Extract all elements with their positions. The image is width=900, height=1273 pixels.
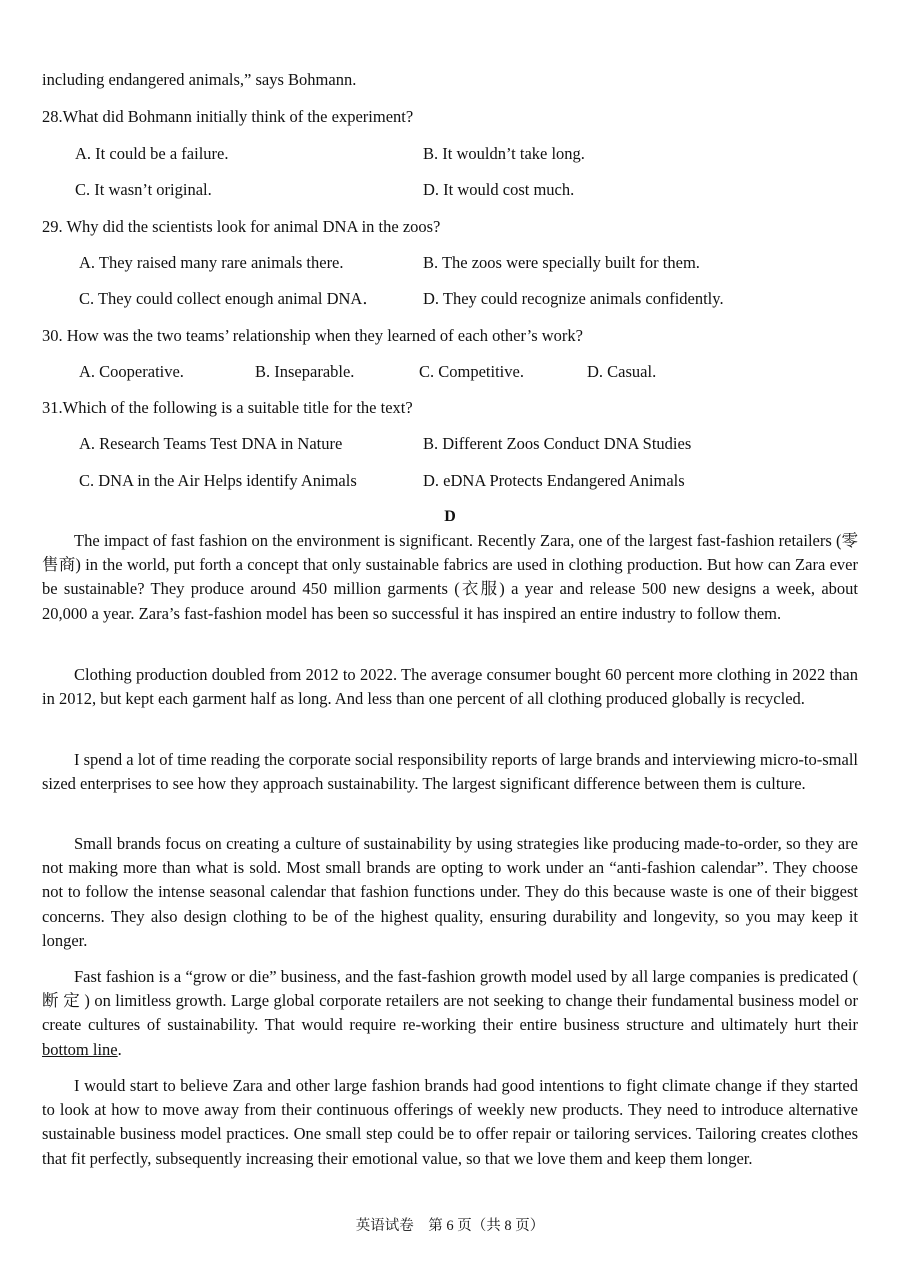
paragraph-1: The impact of fast fashion on the environment is significant. Recently Zara, one of the largest fast-fashion retailers (零售商) in the world, put forth a concept that only sustainable fabrics are used in clothing production. But how can Zara ever be sustainable? They produce around 450 million garments (衣服) a year and release 500 new designs a week, about 20,000 a year. Zara’s fast-fashion model has been so successful it has inspired an entire industry to follow them.	[42, 531, 858, 623]
q31-option-c: C. DNA in the Air Helps identify Animals	[79, 471, 357, 490]
paragraph-4: Small brands focus on creating a culture of sustainability by using strategies like producing made-to-order, so they are not making more than what is sold. Most small brands are opting to work under an “anti-fashion calendar”. They choose not to follow the intense seasonal calendar that fashion functions under. They do this because waste is one of their biggest concerns. They also design clothing to be of the highest quality, ensuring durability and longevity, so you may keep it longer.	[42, 834, 858, 950]
q29-option-d: D. They could recognize animals confidently.	[423, 289, 724, 308]
q28-option-a: A. It could be a failure.	[75, 144, 229, 163]
paragraph-2: Clothing production doubled from 2012 to 2022. The average consumer bought 60 percent more clothing in 2022 than in 2012, but kept each garment half as long. And less than one percent of all clothing produced globally is recycled.	[42, 665, 858, 709]
question-30-stem: 30. How was the two teams’ relationship when they learned of each other’s work?	[42, 326, 583, 345]
underlined-phrase: bottom line	[42, 1039, 118, 1059]
paragraph-5	[42, 965, 858, 1062]
paragraph-5-end: .	[117, 1039, 122, 1059]
question-29-stem: 29. Why did the scientists look for animal DNA in the zoos?	[42, 217, 441, 236]
q30-option-c: C. Competitive.	[419, 362, 524, 381]
paragraph-3: I spend a lot of time reading the corporate social responsibility reports of large brands and interviewing micro-to-small sized enterprises to see how they approach sustainability. The largest significant difference between them is culture.	[42, 750, 858, 794]
q30-option-b: B. Inseparable.	[255, 362, 355, 381]
paragraph-5-text: Fast fashion is a “grow or die” business, and the fast-fashion growth model used by all large companies is predicated ( 断 定 ) on limitless growth. Large global corporate retailers are not seeking to change their fundamental business model or create cultures of sustainability. That would require re-working their entire business structure and ultimately hurt their	[42, 967, 858, 1035]
q29-option-b: B. The zoos were specially built for them.	[423, 253, 700, 272]
page-footer: 英语试卷 第 6 页（共 8 页）	[355, 1218, 545, 1234]
section-title: D	[444, 508, 456, 525]
question-28-stem: 28.What did Bohmann initially think of the experiment?	[42, 107, 414, 126]
q28-option-b: B. It wouldn’t take long.	[423, 144, 585, 163]
question-31-stem: 31.Which of the following is a suitable title for the text?	[42, 398, 413, 417]
q31-option-d: D. eDNA Protects Endangered Animals	[423, 471, 685, 490]
q30-option-d: D. Casual.	[587, 362, 657, 381]
continuation-line: including endangered animals,” says Bohmann.	[42, 70, 357, 89]
q31-option-b: B. Different Zoos Conduct DNA Studies	[423, 434, 692, 453]
q28-option-d: D. It would cost much.	[423, 180, 575, 199]
q30-option-a: A. Cooperative.	[79, 362, 184, 381]
q29-option-a: A. They raised many rare animals there.	[79, 253, 344, 272]
q29-option-c: C. They could collect enough animal DNA．	[79, 289, 379, 308]
q28-option-c: C. It wasn’t original.	[75, 180, 212, 199]
paragraph-6: I would start to believe Zara and other large fashion brands had good intentions to fight climate change if they started to look at how to move away from their continuous offerings of weekly new products. They need to introduce alternative sustainable business model practices. One small step could be to offer repair or tailoring services. Tailoring creates clothes that fit perfectly, subsequently increasing their emotional value, so that we love them and keep them longer.	[42, 1076, 858, 1168]
q31-option-a: A. Research Teams Test DNA in Nature	[79, 434, 343, 453]
